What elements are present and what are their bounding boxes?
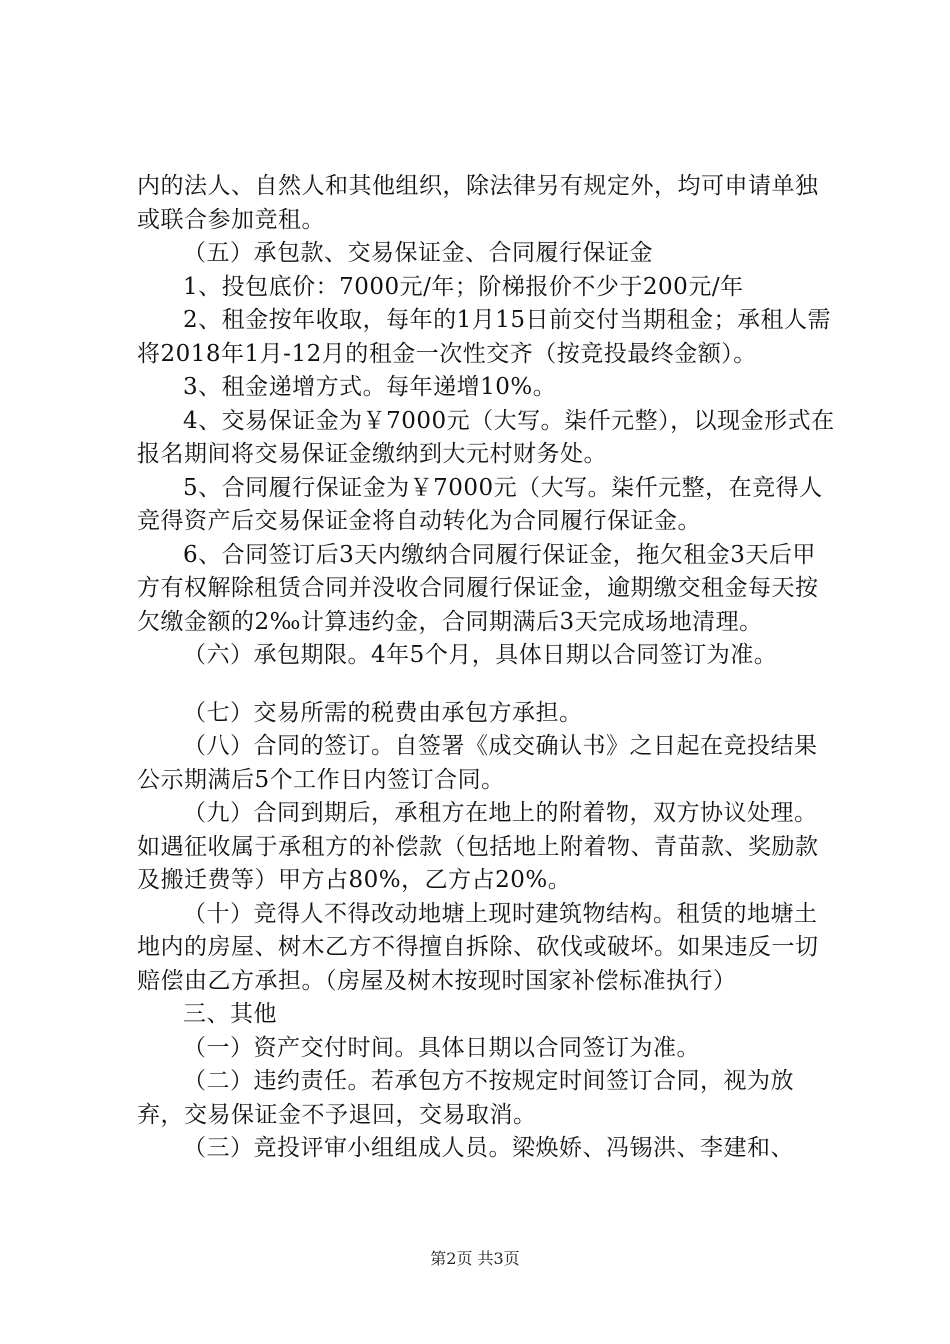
paragraph-item-4: 4、交易保证金为￥7000元（大写。柒仟元整），以现金形式在报名期间将交易保证金缴纳到大元村财务处。 [137,407,835,467]
paragraph-item-5: 5、合同履行保证金为￥7000元（大写。柒仟元整，在竞得人竞得资产后交易保证金将自动转化为合同履行保证金。 [137,474,823,534]
section-heading-9: （九）合同到期后，承租方在地上的附着物，双方协议处理。如遇征收属于承租方的补偿款（包括地上附着物、青苗款、奖励款及搬迁费等）甲方占80%，乙方占20%。 [137,800,819,893]
paragraph-item-1: 1、投包底价：7000元/年；阶梯报价不少于200元/年 [183,273,744,300]
paragraph-item-6: 6、合同签订后3天内缴纳合同履行保证金，拖欠租金3天后甲方有权解除租赁合同并没收合同履行保证金，逾期缴交租金每天按欠缴金额的2‰计算违约金，合同期满后3天完成场地清理。 [137,541,819,635]
page-footer: 第2页 共3页 [430,1249,520,1268]
section-heading-8: （八）合同的签订。自签署《成交确认书》之日起在竞投结果公示期满后5个工作日内签订合同。 [137,733,818,793]
paragraph-item-2: 2、租金按年收取，每年的1月15日前交付当期租金；承租人需将2018年1月-12月的租金一次性交齐（按竞投最终金额）。 [137,307,832,367]
chapter-heading-3: 三、其他 [183,1001,277,1027]
blank-line [137,673,837,697]
subsection-1: （一）资产交付时间。具体日期以合同签订为准。 [183,1034,700,1061]
section-heading-5: （五）承包款、交易保证金、合同履行保证金 [183,240,653,266]
subsection-2: （二）违约责任。若承包方不按规定时间签订合同，视为放弃，交易保证金不予退回，交易取消。 [137,1068,794,1128]
paragraph-item-3: 3、租金递增方式。每年递增10%。 [183,374,557,400]
section-heading-10: （十）竞得人不得改动地塘上现时建筑物结构。租赁的地塘土地内的房屋、树木乙方不得擅自拆除、砍伐或破坏。如果违反一切赔偿由乙方承担。（房屋及树木按现时国家补偿标准执行） [137,900,819,994]
section-heading-7: （七）交易所需的税费由承包方承担。 [183,699,583,726]
subsection-3: （三）竞投评审小组组成人员。梁焕娇、冯锡洪、李建和、 [183,1135,794,1161]
paragraph-continuation: 内的法人、自然人和其他组织，除法律另有规定外，均可申请单独或联合参加竞租。 [137,173,819,233]
section-heading-6: （六）承包期限。4年5个月，具体日期以合同签订为准。 [183,642,778,668]
document-body [137,170,837,1166]
